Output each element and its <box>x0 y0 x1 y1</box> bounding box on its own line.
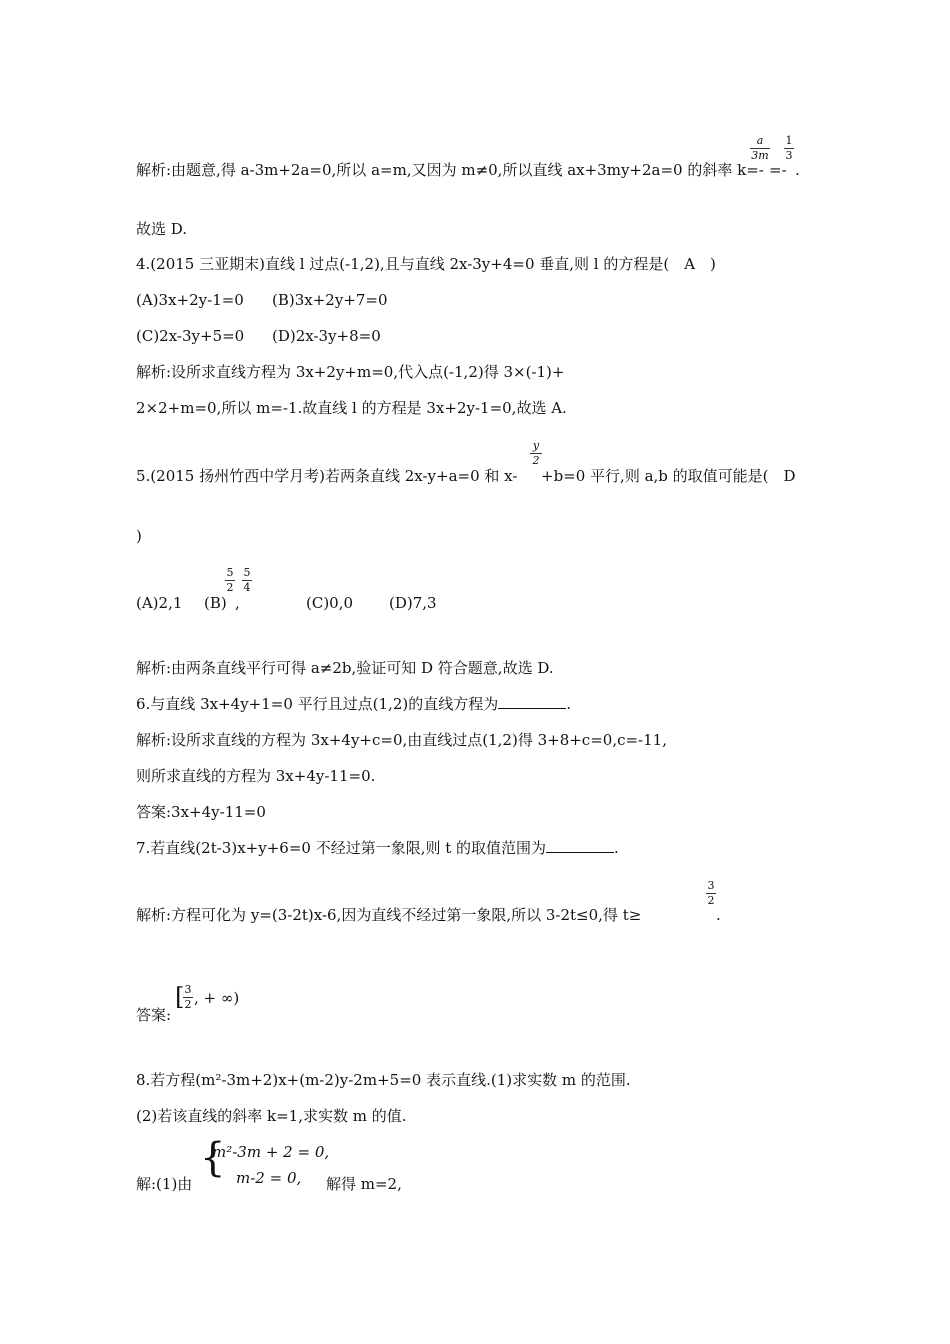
q5-option-b-sep <box>235 593 240 613</box>
answer-blank <box>498 694 566 709</box>
text: 解析:设所求直线的方程为 3x+4y+c=0,由直线过点(1,2)得 3+8+c=0,c=-11, <box>136 731 667 749</box>
fraction-y-over-2 <box>530 440 542 467</box>
interval-tail <box>194 988 239 1008</box>
text: (B) <box>204 594 227 612</box>
question-8-part2 <box>136 1106 407 1126</box>
text: 2×2+m=0,所以 m=-1.故直线 l 的方程是 3x+2y-1=0,故选 A. <box>136 399 567 417</box>
q4-solution-1 <box>136 362 564 382</box>
q4-option-d <box>272 326 381 346</box>
text: +b=0 平行,则 a,b 的取值可能是( D <box>541 467 796 485</box>
text: (2)若该直线的斜率 k=1,求实数 m 的值. <box>136 1107 407 1125</box>
q4-solution-2 <box>136 398 567 418</box>
text: 解得 m=2, <box>326 1175 402 1193</box>
text: . <box>566 695 572 713</box>
text: (C)0,0 <box>306 594 354 612</box>
denominator: 2 <box>707 894 715 907</box>
fraction-5-over-2 <box>225 567 235 594</box>
q5-solution <box>136 658 554 678</box>
period <box>795 160 800 180</box>
fraction-a-over-3m <box>750 135 770 162</box>
period <box>716 905 721 925</box>
question-6 <box>136 694 571 714</box>
q5-option-d <box>389 593 437 613</box>
text: (C)2x-3y+5=0 <box>136 327 245 345</box>
text: (D)2x-3y+8=0 <box>272 327 381 345</box>
question-5-part2 <box>541 466 796 486</box>
text: (B)3x+2y+7=0 <box>272 291 388 309</box>
text: (A)2,1 <box>136 594 183 612</box>
text: 4.(2015 三亚期末)直线 l 过点(-1,2),且与直线 2x-3y+4=0 垂直,则 l 的方程是( A ) <box>136 255 716 273</box>
system-equation-1 <box>212 1142 329 1162</box>
q8-solution-label <box>136 1174 192 1194</box>
q6-solution-2 <box>136 766 375 786</box>
q4-option-c <box>136 326 244 346</box>
q5-option-b <box>204 593 227 613</box>
text: , + ∞) <box>194 989 240 1007</box>
text: . <box>795 161 800 179</box>
interval-open-bracket: [ <box>175 983 185 1011</box>
text: 5.(2015 扬州竹西中学月考)若两条直线 2x-y+a=0 和 x- <box>136 467 518 485</box>
q7-answer-label <box>136 1005 171 1025</box>
text: 则所求直线的方程为 3x+4y-11=0. <box>136 767 376 785</box>
numerator: y <box>532 439 540 452</box>
answer-choose-d <box>136 219 187 239</box>
text: 解:(1)由 <box>136 1175 193 1193</box>
q6-answer <box>136 802 266 822</box>
text: 7.若直线(2t-3)x+y+6=0 不经过第一象限,则 t 的取值范围为 <box>136 839 547 857</box>
fraction-1-over-3 <box>784 135 794 162</box>
text: ) <box>136 527 142 545</box>
numerator: 3 <box>184 983 192 996</box>
text: m-2 = 0, <box>236 1169 302 1187</box>
text: (A)3x+2y-1=0 <box>136 291 244 309</box>
q4-option-a <box>136 290 244 310</box>
numerator: 5 <box>243 566 251 579</box>
answer-blank <box>546 838 614 853</box>
question-7 <box>136 838 619 858</box>
q6-solution-1 <box>136 730 667 750</box>
equals-minus <box>769 160 787 180</box>
denominator: 2 <box>226 581 234 594</box>
denominator: 4 <box>243 581 251 594</box>
text: , <box>235 594 240 612</box>
fraction-3-over-2 <box>706 880 716 907</box>
text: 答案:3x+4y-11=0 <box>136 803 266 821</box>
question-5-part1 <box>136 466 517 486</box>
text: 故选 D. <box>136 220 188 238</box>
numerator: a <box>756 134 764 147</box>
numerator: 5 <box>226 566 234 579</box>
q5-option-a <box>136 593 182 613</box>
question-8 <box>136 1070 631 1090</box>
denominator: 3m <box>751 149 769 162</box>
q7-solution <box>136 905 641 925</box>
solution-line-slope <box>136 160 764 180</box>
text: m²-3m + 2 = 0, <box>212 1143 330 1161</box>
text: 答案: <box>136 1006 172 1024</box>
numerator: 1 <box>785 134 793 147</box>
q4-option-b <box>272 290 388 310</box>
q5-option-c <box>306 593 353 613</box>
text: =- <box>769 161 787 179</box>
fraction-5-over-4 <box>242 567 252 594</box>
text: 解析:由题意,得 a-3m+2a=0,所以 a=m,又因为 m≠0,所以直线 ax+3my+2a=0 的斜率 k=- <box>136 161 764 179</box>
denominator: 2 <box>532 454 540 467</box>
question-4 <box>136 254 716 274</box>
text: . <box>614 839 619 857</box>
question-5-close <box>136 526 142 546</box>
q8-result <box>326 1174 402 1194</box>
numerator: 3 <box>707 879 715 892</box>
fraction-3-over-2-interval <box>183 984 193 1011</box>
text: 解析:设所求直线方程为 3x+2y+m=0,代入点(-1,2)得 3×(-1)+ <box>136 363 565 381</box>
text: 6.与直线 3x+4y+1=0 平行且过点(1,2)的直线方程为 <box>136 695 499 713</box>
text: (D)7,3 <box>389 594 437 612</box>
text: 8.若方程(m²-3m+2)x+(m-2)y-2m+5=0 表示直线.(1)求实数 m 的范围. <box>136 1071 631 1089</box>
denominator: 2 <box>184 998 192 1011</box>
text: . <box>716 906 721 924</box>
system-equation-2 <box>236 1168 301 1188</box>
text: 解析:方程可化为 y=(3-2t)x-6,因为直线不经过第一象限,所以 3-2t≤0,得 t≥ <box>136 906 642 924</box>
system-brace: { <box>200 1135 226 1181</box>
denominator: 3 <box>785 149 793 162</box>
text: 解析:由两条直线平行可得 a≠2b,验证可知 D 符合题意,故选 D. <box>136 659 554 677</box>
